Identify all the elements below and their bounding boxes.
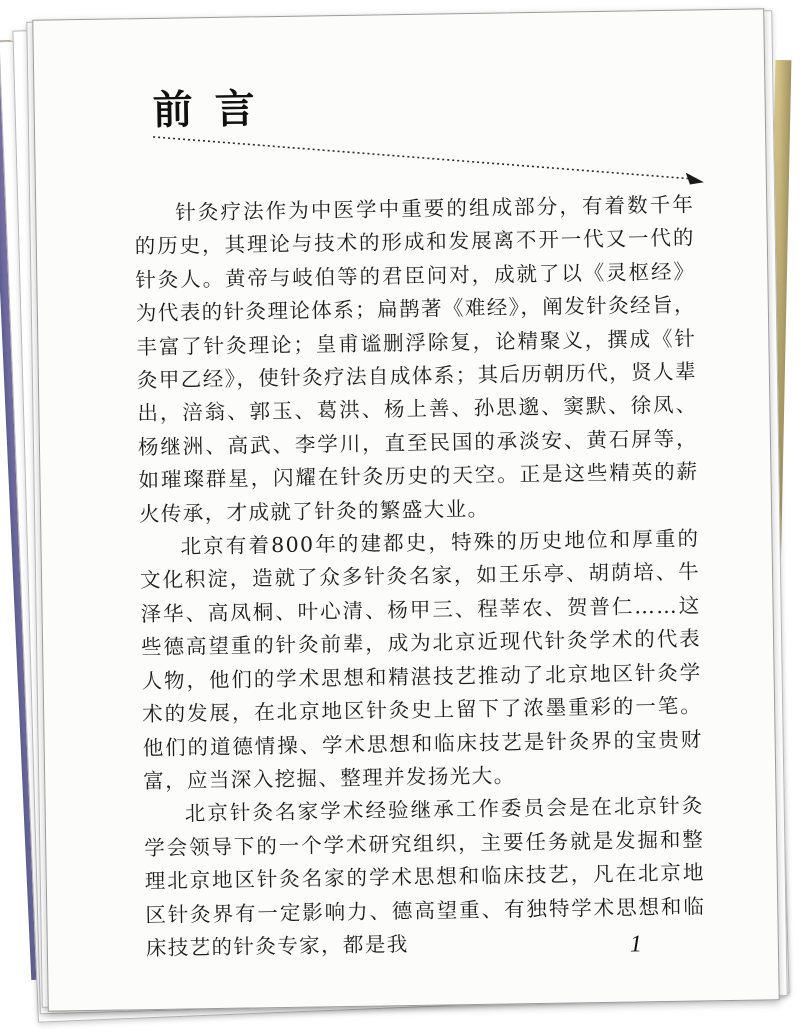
page-title: 前言 [152, 85, 278, 134]
book-page [32, 8, 779, 1011]
paragraph-2: 北京有着800年的建都史，特殊的历史地位和厚重的文化积淀，造就了众多针灸名家，如王乐亭、胡荫培、牛泽华、高凤桐、叶心清、杨甲三、程莘农、贺普仁……这些德高望重的针灸前辈，成为北京近现代针灸学术的代表人物，他们的学术思想和精湛技艺推动了北京地区针灸学术的发展，在北京地区针灸史上留下了浓墨重彩的一笔。他们的道德情操、学术思想和临床技艺是针灸界的宝贵财富，应当深入挖掘、整理并发扬光大。 [139, 526, 703, 794]
page-number: 1 [629, 931, 643, 958]
page-body [134, 188, 706, 965]
paragraph-1: 针灸疗法作为中医学中重要的组成部分，有着数千年的历史，其理论与技术的形成和发展离不开一代又一代的针灸人。黄帝与岐伯等的君臣问对，成就了以《灵枢经》为代表的针灸理论体系；扁鹊著《难经》，阐发针灸经旨，丰富了针灸理论；皇甫谧删浮除复，论精聚义，撰成《针灸甲乙经》，使针灸疗法自成体系；其后历朝历代，贤人辈出，涪翁、郭玉、葛洪、杨上善、孙思邈、窦默、徐凤、杨继洲、高武、李学川，直至民国的承淡安、黄石屏等，如璀璨群星，闪耀在针灸历史的天空。正是这些精英的薪火传承，才成就了针灸的繁盛大业。 [134, 192, 699, 526]
paragraph-3: 北京针灸名家学术经验继承工作委员会是在北京针灸学会领导下的一个学术研究组织，主要任务就是发掘和整理北京地区针灸名家的学术思想和临床技艺，凡在北京地区针灸界有一定影响力、德高望重、有独特学术思想和临床技艺的针灸专家，都是我 [144, 793, 706, 961]
